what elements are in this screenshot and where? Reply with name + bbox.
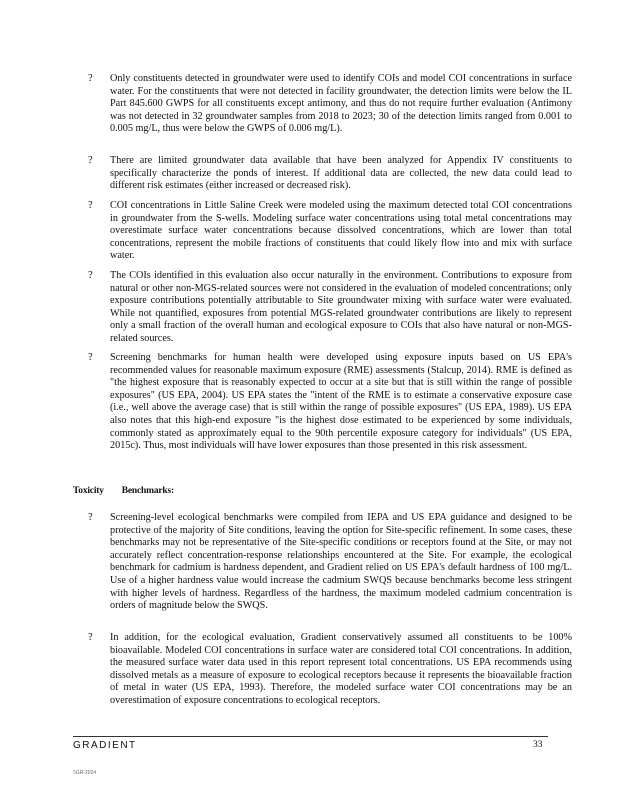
document-code: \\GR-2024 [73,770,97,776]
paragraph: Only constituents detected in groundwater were used to identify COIs and model COI concentrations in surface water. For the constituents that were not detected in facility groundwater, the detection limits were below the IL Part 845.600 GWPS for all constituents except antimony, and thus do not require further evaluation (Antimony was not detected in 32 groundwater samples from 2018 to 2023; 30 of the detection limits ranged from 0.001 to 0.005 mg/L, thus were below the GWPS of 0.006 mg/L). [110,73,572,135]
paragraph: There are limited groundwater data available that have been analyzed for Appendix IV constituents to specifically characterize the ponds of interest. If additional data are collected, the new data could lead to different risk estimates (either increased or decreased risk). [110,155,572,192]
page-number: 33 [533,740,543,750]
footer-divider [73,736,548,737]
section-heading-word: Benchmarks: [121,486,174,496]
section-heading-word: Toxicity [73,486,104,496]
list-item [88,512,572,613]
section-heading [73,486,174,496]
list-item [88,200,572,263]
list-item [88,632,572,708]
paragraph: In addition, for the ecological evaluation, Gradient conservatively assumed all constituents to be 100% bioavailable. Modeled COI concentrations in surface water are considered total COI concentrations. In addition, the measured surface water data used in this report represent total concentrations. US EPA recommends using dissolved metals as a measure of exposure to ecological receptors because it represents the bioavailable fraction of metal in water (US EPA, 1993). Therefore, the modeled surface water COI concentrations may be an overestimation of exposure concentrations to ecological receptors. [110,632,572,706]
bullet-marker: ? [88,155,93,166]
list-item [88,270,572,346]
bullet-marker: ? [88,632,93,643]
list-item [88,155,572,193]
bullet-marker: ? [88,270,93,281]
list-item [88,352,572,453]
bullet-marker: ? [88,512,93,523]
paragraph: Screening-level ecological benchmarks were compiled from IEPA and US EPA guidance and designed to be protective of the majority of Site conditions, leaving the option for Site-specific refinement. In some cases, these benchmarks may not be representative of the Site-specific conditions or receptors found at the Site, or may not accurately reflect concentration-response relationships encountered at the Site. For example, the ecological benchmark for cadmium is hardness dependent, and Gradient relied on US EPA's default hardness of 100 mg/L. Use of a higher hardness value would increase the cadmium SWQS because benchmarks become less stringent with higher levels of hardness. Regardless of the hardness, the maximum modeled cadmium concentration is orders of magnitude below the SWQS. [110,512,572,612]
paragraph: Screening benchmarks for human health were developed using exposure inputs based on US EPA's recommended values for reasonable maximum exposure (RME) assessments (Stalcup, 2014). RME is defined as "the highest exposure that is reasonably expected to occur at a site but that is still within the range of possible exposures" (US EPA, 2004). US EPA states the "intent of the RME is to estimate a conservative exposure case (i.e., well above the average case) that is still within the range of possible exposures" (US EPA, 1989). US EPA also notes that this high-end exposure "is the highest dose estimated to be experienced by some individuals, commonly stated as approximately equal to the 90th percentile exposure category for individuals" (US EPA, 2015c). Thus, most individuals will have lower exposures than those presented in this risk assessment. [110,352,572,452]
bullet-marker: ? [88,200,93,211]
paragraph: COI concentrations in Little Saline Creek were modeled using the maximum detected total COI concentrations in groundwater from the S-wells. Modeling surface water concentrations using total metal concentrations may overestimate surface water concentrations because dissolved concentrations, which are lower than total concentrations, represent the mobile fractions of constituents that could likely flow into and mix with surface water. [110,200,572,262]
bullet-marker: ? [88,352,93,363]
paragraph: The COIs identified in this evaluation also occur naturally in the environment. Contributions to exposure from natural or other non-MGS-related sources were not considered in the evaluation of modeled concentrations; only exposure contributions potentially attributable to Site groundwater mixing with surface water were evaluated. While not quantified, exposures from potential MGS-related groundwater contributions are likely to represent only a small fraction of the overall human and ecological exposure to COIs that also have natural or non-MGS-related sources. [110,270,572,344]
bullet-marker: ? [88,73,93,84]
company-logo: GRADIENT [73,740,137,751]
list-item [88,73,572,136]
